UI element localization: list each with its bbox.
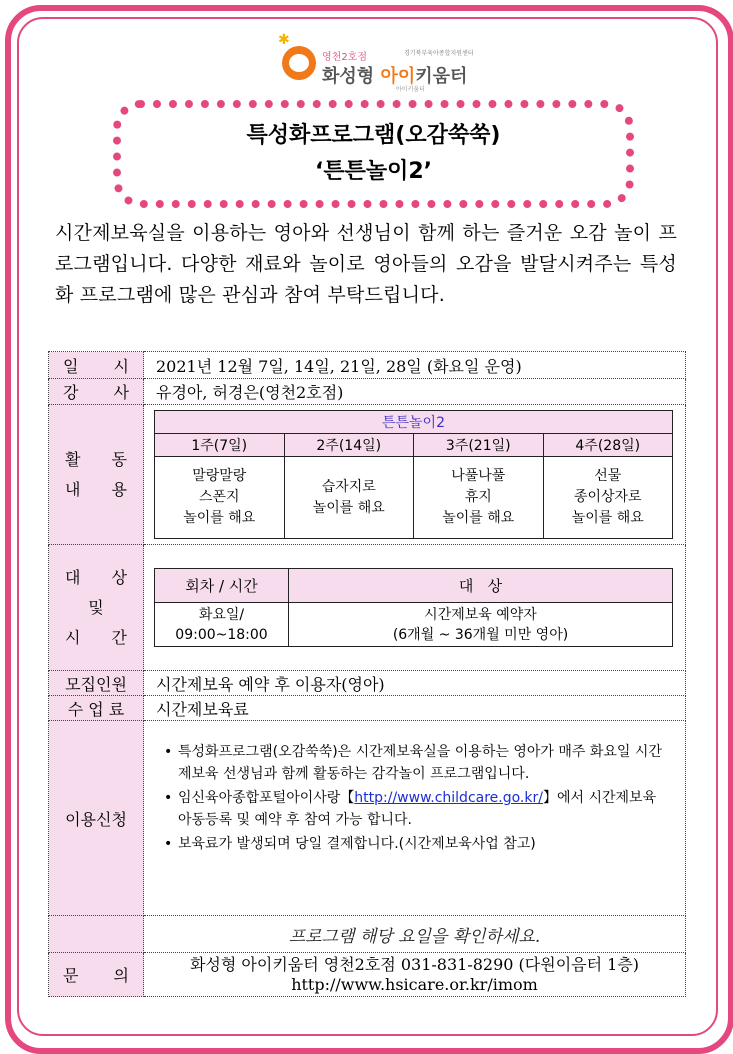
week-2-activity: 습자지로 놀이를 해요 [284,457,414,539]
value-target [144,545,686,671]
row-activity [49,405,686,545]
label-teacher: 강 사 [49,379,144,405]
row-target [49,545,686,671]
value-fee: 시간제보육료 [144,696,686,721]
logo-sub: 아이키움터 [396,86,425,93]
info-table [48,351,686,997]
page-title: 특성화프로그램(오감쑥쑥) [246,123,501,148]
label-date: 일 시 [49,352,144,379]
value-activity [144,405,686,545]
intro-text: 시간제보육실을 이용하는 영아와 선생님이 함께 하는 즐거운 오감 놀이 프로그램입니다. 다양한 재료와 놀이로 영아들의 오감을 발달시켜주는 특성화 프로그램에 많은 관심과 참여 부탁드립니다. [55,222,677,306]
logo-face-icon [282,46,316,80]
row-apply [49,721,686,916]
week-3-header: 3주(21일) [414,434,544,457]
row-note [49,916,686,953]
row-fee [49,696,686,721]
label-apply: 이용신청 [49,721,144,916]
activity-table [154,410,673,539]
contact-line: 화성형 아이키움터 영천2호점 031-831-8290 (다원이음터 1층) [189,954,640,974]
time-value: 화요일/ 09:00~18:00 [155,603,289,647]
label-contact: 문 의 [49,953,144,997]
time-header: 회차 / 시간 [155,569,289,603]
star-icon: ✱ [278,32,290,48]
value-date: 2021년 12월 7일, 14일, 21일, 28일 (화요일 운영) [144,352,686,379]
row-teacher [49,379,686,405]
week-1-activity: 말랑말랑 스폰지 놀이를 해요 [155,457,285,539]
contact-url[interactable]: http://www.hsicare.or.kr/imom [291,974,538,994]
week-3-activity: 나풀나풀 휴지 놀이를 해요 [414,457,544,539]
target-value: 시간제보육 예약자 (6개월 ~ 36개월 미만 영아) [289,603,673,647]
week-4-activity: 선물 종이상자로 놀이를 해요 [543,457,673,539]
week-2-header: 2주(14일) [284,434,414,457]
label-activity: 활 동 내 용 [49,405,144,545]
note-text: 프로그램 해당 요일을 확인하세요. [144,916,686,953]
value-recruit: 시간제보육 예약 후 이용자(영아) [144,671,686,696]
apply-bullet-3: • 보육료가 발생되며 당일 결제합니다.(시간제보육사업 참고) [162,833,671,855]
label-recruit: 모집인원 [49,671,144,696]
value-teacher: 유경아, 허경은(영천2호점) [144,379,686,405]
target-table [154,568,673,647]
title-box [113,100,634,208]
apply-bullet-1: • 특성화프로그램(오감쑥쑥)은 시간제보육실을 이용하는 영아가 매주 화요일 시간제보육 선생님과 함께 활동하는 감각놀이 프로그램입니다. [162,741,671,785]
value-apply [144,721,686,916]
target-header: 대 상 [289,569,673,603]
logo-org: 경기북부육아종합지원센터 [404,50,474,57]
logo-name: 화성형 아이키움터 [322,66,468,87]
value-contact [144,953,686,997]
page-subtitle: ‘튼튼놀이2’ [314,159,433,184]
apply-bullet-2: • 임신육아종합포털아이사랑【http://www.childcare.go.kr/】에서 시간제보육 아동등록 및 예약 후 참여 가능 합니다. [162,787,671,831]
row-recruit [49,671,686,696]
label-note-empty [49,916,144,953]
label-fee: 수 업 료 [49,696,144,721]
label-target: 대 상 및 시 간 [49,545,144,671]
activity-title: 튼튼놀이2 [155,411,673,434]
week-4-header: 4주(28일) [543,434,673,457]
childcare-link[interactable]: http://www.childcare.go.kr/ [354,790,543,806]
week-1-header: 1주(7일) [155,434,285,457]
row-contact [49,953,686,997]
apply-list [162,741,671,855]
logo [278,34,478,98]
logo-branch: 영천2호점 [322,52,368,63]
row-date [49,352,686,379]
